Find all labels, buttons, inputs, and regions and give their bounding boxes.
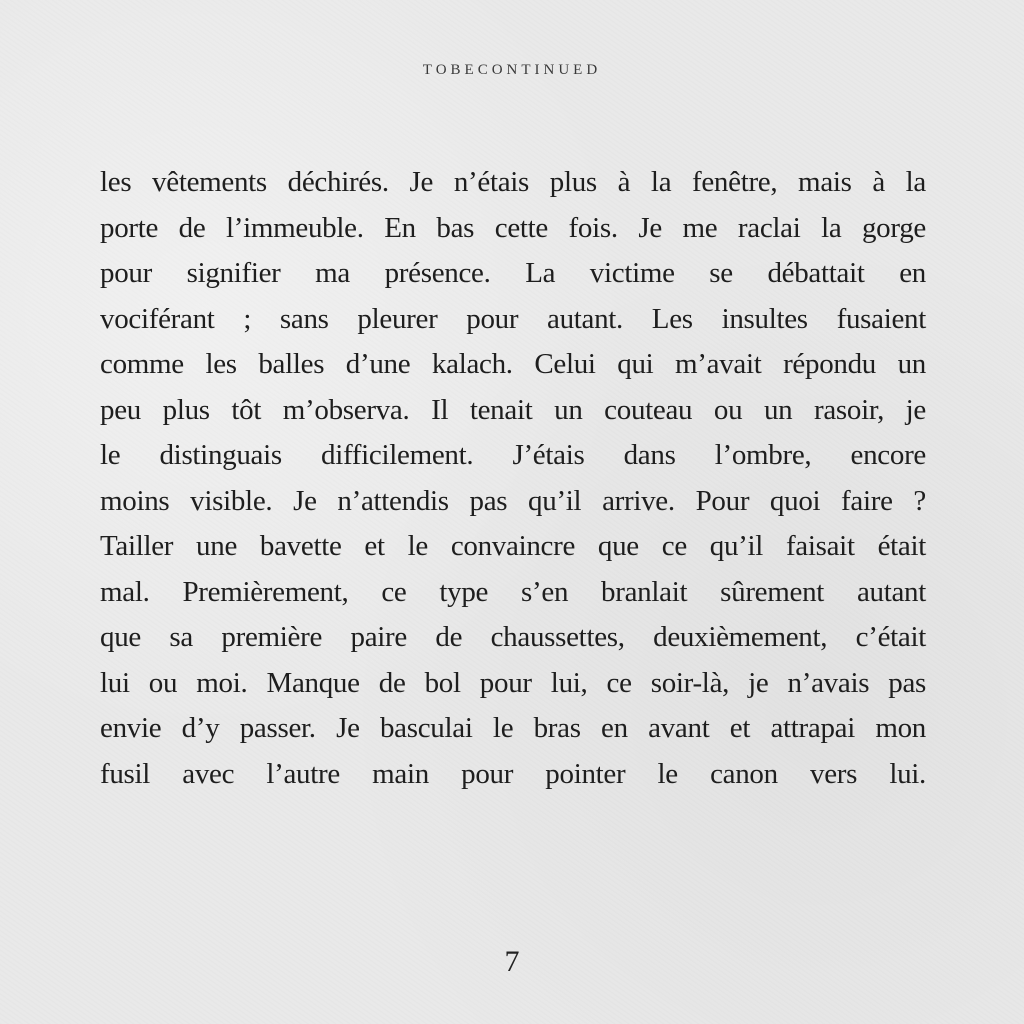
text-line xyxy=(100,479,926,525)
text-line xyxy=(100,342,926,388)
text-line-content: le distinguais difficilement. J’étais dans l’ombre, encore xyxy=(100,439,926,471)
text-line xyxy=(100,206,926,252)
text-line-content: envie d’y passer. Je basculai le bras en avant et attrapai mon xyxy=(100,712,926,744)
text-line xyxy=(100,615,926,661)
text-line-content: vociférant ; sans pleurer pour autant. Les insultes fusaient xyxy=(100,302,926,335)
text-line xyxy=(100,524,926,570)
text-line xyxy=(100,706,926,752)
text-line xyxy=(100,661,926,707)
page-number: 7 xyxy=(504,945,520,978)
text-line-content: Tailler une bavette et le convaincre que ce qu’il faisait était xyxy=(100,530,926,562)
text-line-content: pour signifier ma présence. La victime se débattait en xyxy=(100,257,926,289)
text-line xyxy=(100,570,926,616)
text-line-content: les vêtements déchirés. Je n’étais plus à la fenêtre, mais à la xyxy=(100,166,926,198)
text-line-content: mal. Premièrement, ce type s’en branlait sûrement autant xyxy=(100,575,926,608)
running-header: TOBECONTINUED xyxy=(422,62,602,78)
text-line-content: que sa première paire de chaussettes, deuxièmement, c’était xyxy=(100,621,926,653)
text-line-content: peu plus tôt m’observa. Il tenait un couteau ou un rasoir, je xyxy=(100,393,926,426)
text-line-content: fusil avec l’autre main pour pointer le canon vers lui. xyxy=(100,757,926,790)
text-line-content: comme les balles d’une kalach. Celui qui m’avait répondu un xyxy=(100,348,926,380)
text-line xyxy=(100,752,926,798)
text-line xyxy=(100,160,926,206)
text-line-content: porte de l’immeuble. En bas cette fois. Je me raclai la gorge xyxy=(100,211,926,244)
text-line xyxy=(100,433,926,479)
text-line xyxy=(100,251,926,297)
text-line xyxy=(100,388,926,434)
text-line xyxy=(100,297,926,343)
text-line-content: lui ou moi. Manque de bol pour lui, ce soir-là, je n’avais pas xyxy=(100,666,926,699)
text-line-content: moins visible. Je n’attendis pas qu’il arrive. Pour quoi faire ? xyxy=(100,484,926,517)
body-text xyxy=(100,160,926,797)
